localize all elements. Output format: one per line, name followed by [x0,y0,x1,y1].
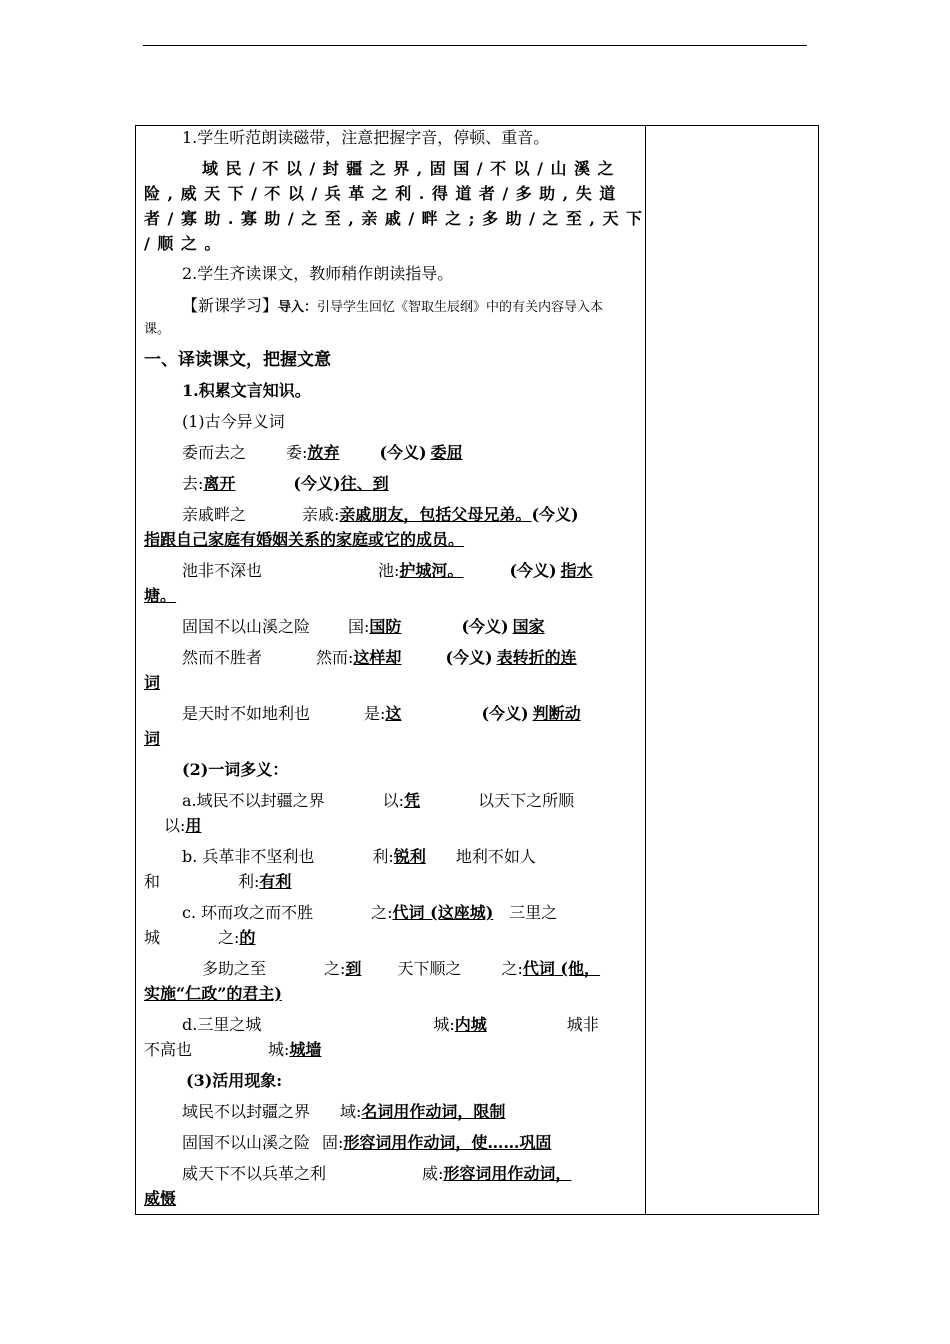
reading-line-2: 险,威天下/不以/兵革之利.得道者/多助,失道 [144,184,623,203]
answer: 凭 [404,791,421,810]
gujin-row-1 [182,443,463,463]
gujin-row-3 [182,505,579,525]
huoyong-row-3 [182,1164,571,1184]
word: 域: [340,1102,362,1121]
answer: 的 [239,928,256,947]
answer: 城墙 [289,1040,322,1059]
word: 威: [422,1164,444,1183]
answer: 护城河。 [399,561,464,580]
phrase: 然而不胜者 [182,648,263,667]
huoyong-row-2 [182,1133,551,1153]
gujin-row-7-cont: 词 [144,729,161,748]
gujin-row-3-cont: 指跟自己家庭有婚姻关系的家庭或它的成员。 [144,530,465,549]
phrase-2: 三里之 [509,903,558,922]
answer: 用 [185,816,202,835]
huoyong-row-1 [182,1102,505,1122]
word: 去: [182,474,204,493]
gujin-row-6 [182,648,577,668]
word: 委: [286,443,308,462]
answer: 离开 [203,474,236,493]
answer: 到 [345,959,362,978]
huoyong-row-3-cont: 威慑 [144,1189,177,1208]
duoyi-title: (2)一词多义： [182,760,289,779]
word: 城: [433,1015,455,1034]
duoyi-d-1 [182,1015,599,1035]
answer: 亲戚朋友，包括父母兄弟。 [339,505,532,524]
phrase: 亲戚畔之 [182,505,247,524]
jin-label: (今义) [531,505,579,524]
phrase-2-cont: 城 [144,928,161,947]
jin-answer: 国家 [512,617,545,636]
answer: 名词用作动词，限制 [361,1102,506,1121]
jin-label: (今义) [481,704,529,723]
word: 之: [371,903,393,922]
word: 亲戚: [302,505,340,524]
table-column-divider [645,125,646,1215]
word: 池: [378,561,400,580]
phrase: 固国不以山溪之险 [182,617,311,636]
jin-label: (今义) [461,617,509,636]
phrase: 委而去之 [182,443,247,462]
word: 城: [268,1040,290,1059]
para-listen: 1.学生听范朗读磁带，注意把握字音，停顿、重音。 [182,128,550,147]
word: 固: [322,1133,344,1152]
phrase-2: 以天下之所顺 [478,791,575,810]
word: 利: [372,847,394,866]
gujin-title: (1)古今异义词 [182,412,285,431]
phrase-2-cont: 和 [144,872,161,891]
reading-line-4: /顺之。 [144,234,228,253]
gujin-row-7 [182,704,581,724]
word: 然而: [316,648,354,667]
word: 利: [238,872,260,891]
jin-label: (今义) [293,474,341,493]
phrase: d.三里之城 [182,1015,262,1034]
answer: 国防 [369,617,402,636]
word: 以: [164,816,186,835]
new-lesson-text: 引导学生回忆《智取生辰纲》中的有关内容导入本 [317,300,604,315]
word: 之: [501,959,523,978]
new-lesson-tag: 【新课学习】 [182,296,279,315]
phrase-2-cont: 不高也 [144,1040,193,1059]
answer: 放弃 [307,443,340,462]
jin-answer: 指水 [560,561,593,580]
phrase: 域民不以封疆之界 [182,1102,311,1121]
answer: 形容词用作动词， [443,1164,572,1183]
jin-answer: 委屈 [430,443,463,462]
phrase: 是天时不如地利也 [182,704,311,723]
duoyi-d-2 [144,1040,321,1060]
huoyong-title: (3)活用现象: [186,1071,283,1090]
phrase: 威天下不以兵革之利 [182,1164,327,1183]
reading-line-1: 域民/不以/封疆之界,固国/不以/山溪之 [202,159,621,178]
duoyi-c-4: 实施“仁政”的君主) [144,984,282,1003]
sub-heading: 1.积累文言知识。 [182,381,311,400]
jin-answer: 往、到 [340,474,389,493]
duoyi-a-2 [164,816,201,836]
jin-label: (今义) [379,443,427,462]
jin-answer: 表转折的连 [496,648,577,667]
phrase: 池非不深也 [182,561,263,580]
gujin-row-4 [182,561,593,581]
answer: 代词 (他， [522,959,601,978]
phrase: a.域民不以封疆之界 [182,791,325,810]
new-lesson-lead: 导入： [278,300,318,315]
answer: 这 [385,704,402,723]
gujin-row-2 [182,474,389,494]
duoyi-b-1 [182,847,536,867]
word: 之: [218,928,240,947]
gujin-row-5 [182,617,545,637]
reading-line-3: 者/寡助.寡助/之至,亲戚/畔之;多助/之至,天下 [144,209,650,228]
jin-label: (今义) [509,561,557,580]
duoyi-a-1 [182,791,574,811]
gujin-row-4-cont: 塘。 [144,586,177,605]
word: 国: [348,617,370,636]
jin-answer: 判断动 [532,704,581,723]
answer: 有利 [259,872,292,891]
answer: 锐利 [393,847,426,866]
header-rule [143,45,807,46]
gujin-row-6-cont: 词 [144,673,161,692]
new-lesson-cont: 课。 [144,322,171,337]
phrase-3: 多助之至 [202,959,267,978]
phrase: b. 兵革非不坚利也 [182,847,315,866]
word: 以: [382,791,405,810]
para-group-read: 2.学生齐读课文，教师稍作朗读指导。 [182,264,454,283]
new-lesson-line [182,296,603,318]
phrase-2: 地利不如人 [455,847,536,866]
answer: 形容词用作动词，使……巩固 [343,1133,552,1152]
phrase: 固国不以山溪之险 [182,1133,311,1152]
word: 之: [324,959,346,978]
answer: 内城 [454,1015,487,1034]
answer: 代词 (这座城) [392,903,494,922]
answer: 这样却 [353,648,402,667]
section-heading: 一、译读课文，把握文意 [144,350,331,370]
phrase-4: 天下顺之 [397,959,462,978]
duoyi-c-2 [144,928,263,948]
phrase-2: 城非 [566,1015,599,1034]
jin-label: (今义) [445,648,493,667]
word: 是: [364,704,386,723]
duoyi-c-1 [182,903,557,923]
duoyi-b-2 [144,872,291,892]
duoyi-c-3 [202,959,600,979]
phrase: c. 环而攻之而不胜 [182,903,314,922]
